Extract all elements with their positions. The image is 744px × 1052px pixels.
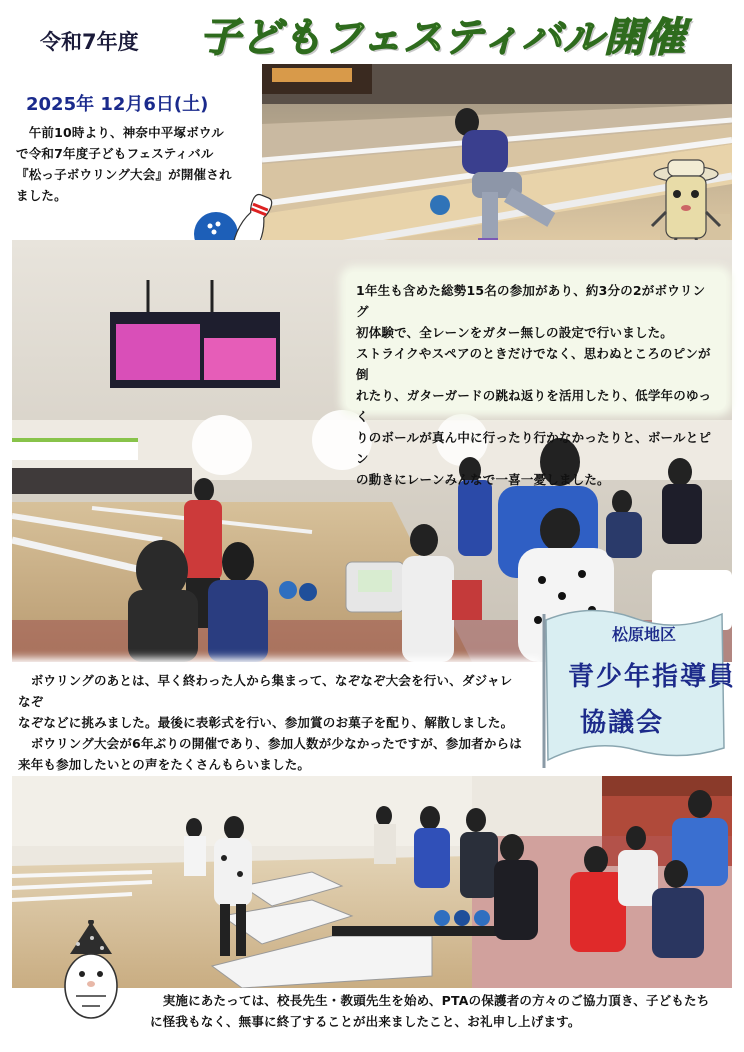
- paragraph-line: ボウリングのあとは、早く終わった人から集まって、なぞなぞ大会を行い、ダジャレなぞ: [18, 673, 513, 709]
- paragraph-line: 初体験で、全レーンをガター無しの設定で行いました。: [356, 325, 674, 340]
- paragraph-line: れたり、ガターガードの跳ね返りを活用したり、低学年のゆっく: [356, 388, 712, 424]
- paragraph-line: の動きにレーンみんなで一喜一憂しました。: [356, 472, 610, 487]
- intro-line: 午前10時より、神奈中平塚ボウル: [16, 125, 224, 140]
- intro-line: で令和7年度子どもフェスティバル: [16, 146, 214, 161]
- paragraph-participation: [346, 272, 726, 487]
- paragraph-line: りのボールが真ん中に行ったり行かなかったりと、ボールとピン: [356, 430, 712, 466]
- flag-org-line1: 青少年指導員: [568, 662, 737, 692]
- paragraph-line: 1年生も含めた総勢15名の参加があり、約3分の2がボウリング: [356, 283, 706, 319]
- intro-line: ました。: [16, 188, 67, 203]
- intro-line: 『松っ子ボウリング大会』が開催され: [16, 167, 232, 182]
- paragraph-after-bowling: [8, 664, 534, 772]
- headline-title: 子どもフェスティバル開催: [200, 15, 686, 61]
- paragraph-line: 来年も参加したいとの声をたくさんもらいました。: [18, 757, 311, 772]
- era-label: 令和7年度: [40, 30, 139, 54]
- event-date: 2025年 12月6日(土): [26, 94, 209, 115]
- paragraph-line: ボウリング大会が6年ぶりの開催であり、参加人数が少なかったですが、参加者からは: [18, 736, 522, 751]
- flag-org-line2: 協議会: [580, 708, 665, 738]
- paragraph-line: なぞなどに挑みました。最後に表彰式を行い、参加賞のお菓子を配り、解散しました。: [18, 715, 514, 730]
- paragraph-line: ストライクやスペアのときだけでなく、思わぬところのピンが倒: [356, 346, 711, 382]
- paragraph-thanks: [150, 990, 730, 1032]
- mascot-egg-character-icon: [58, 920, 124, 1020]
- paragraph-line: に怪我もなく、無事に終了することが出来ましたこと、お礼申し上げます。: [150, 1014, 581, 1029]
- paragraph-line: 実施にあたっては、校長先生・教頭先生を始め、PTAの保護者の方々のご協力頂き、子どもたち: [150, 993, 710, 1008]
- flag-area-name: 松原地区: [612, 625, 677, 644]
